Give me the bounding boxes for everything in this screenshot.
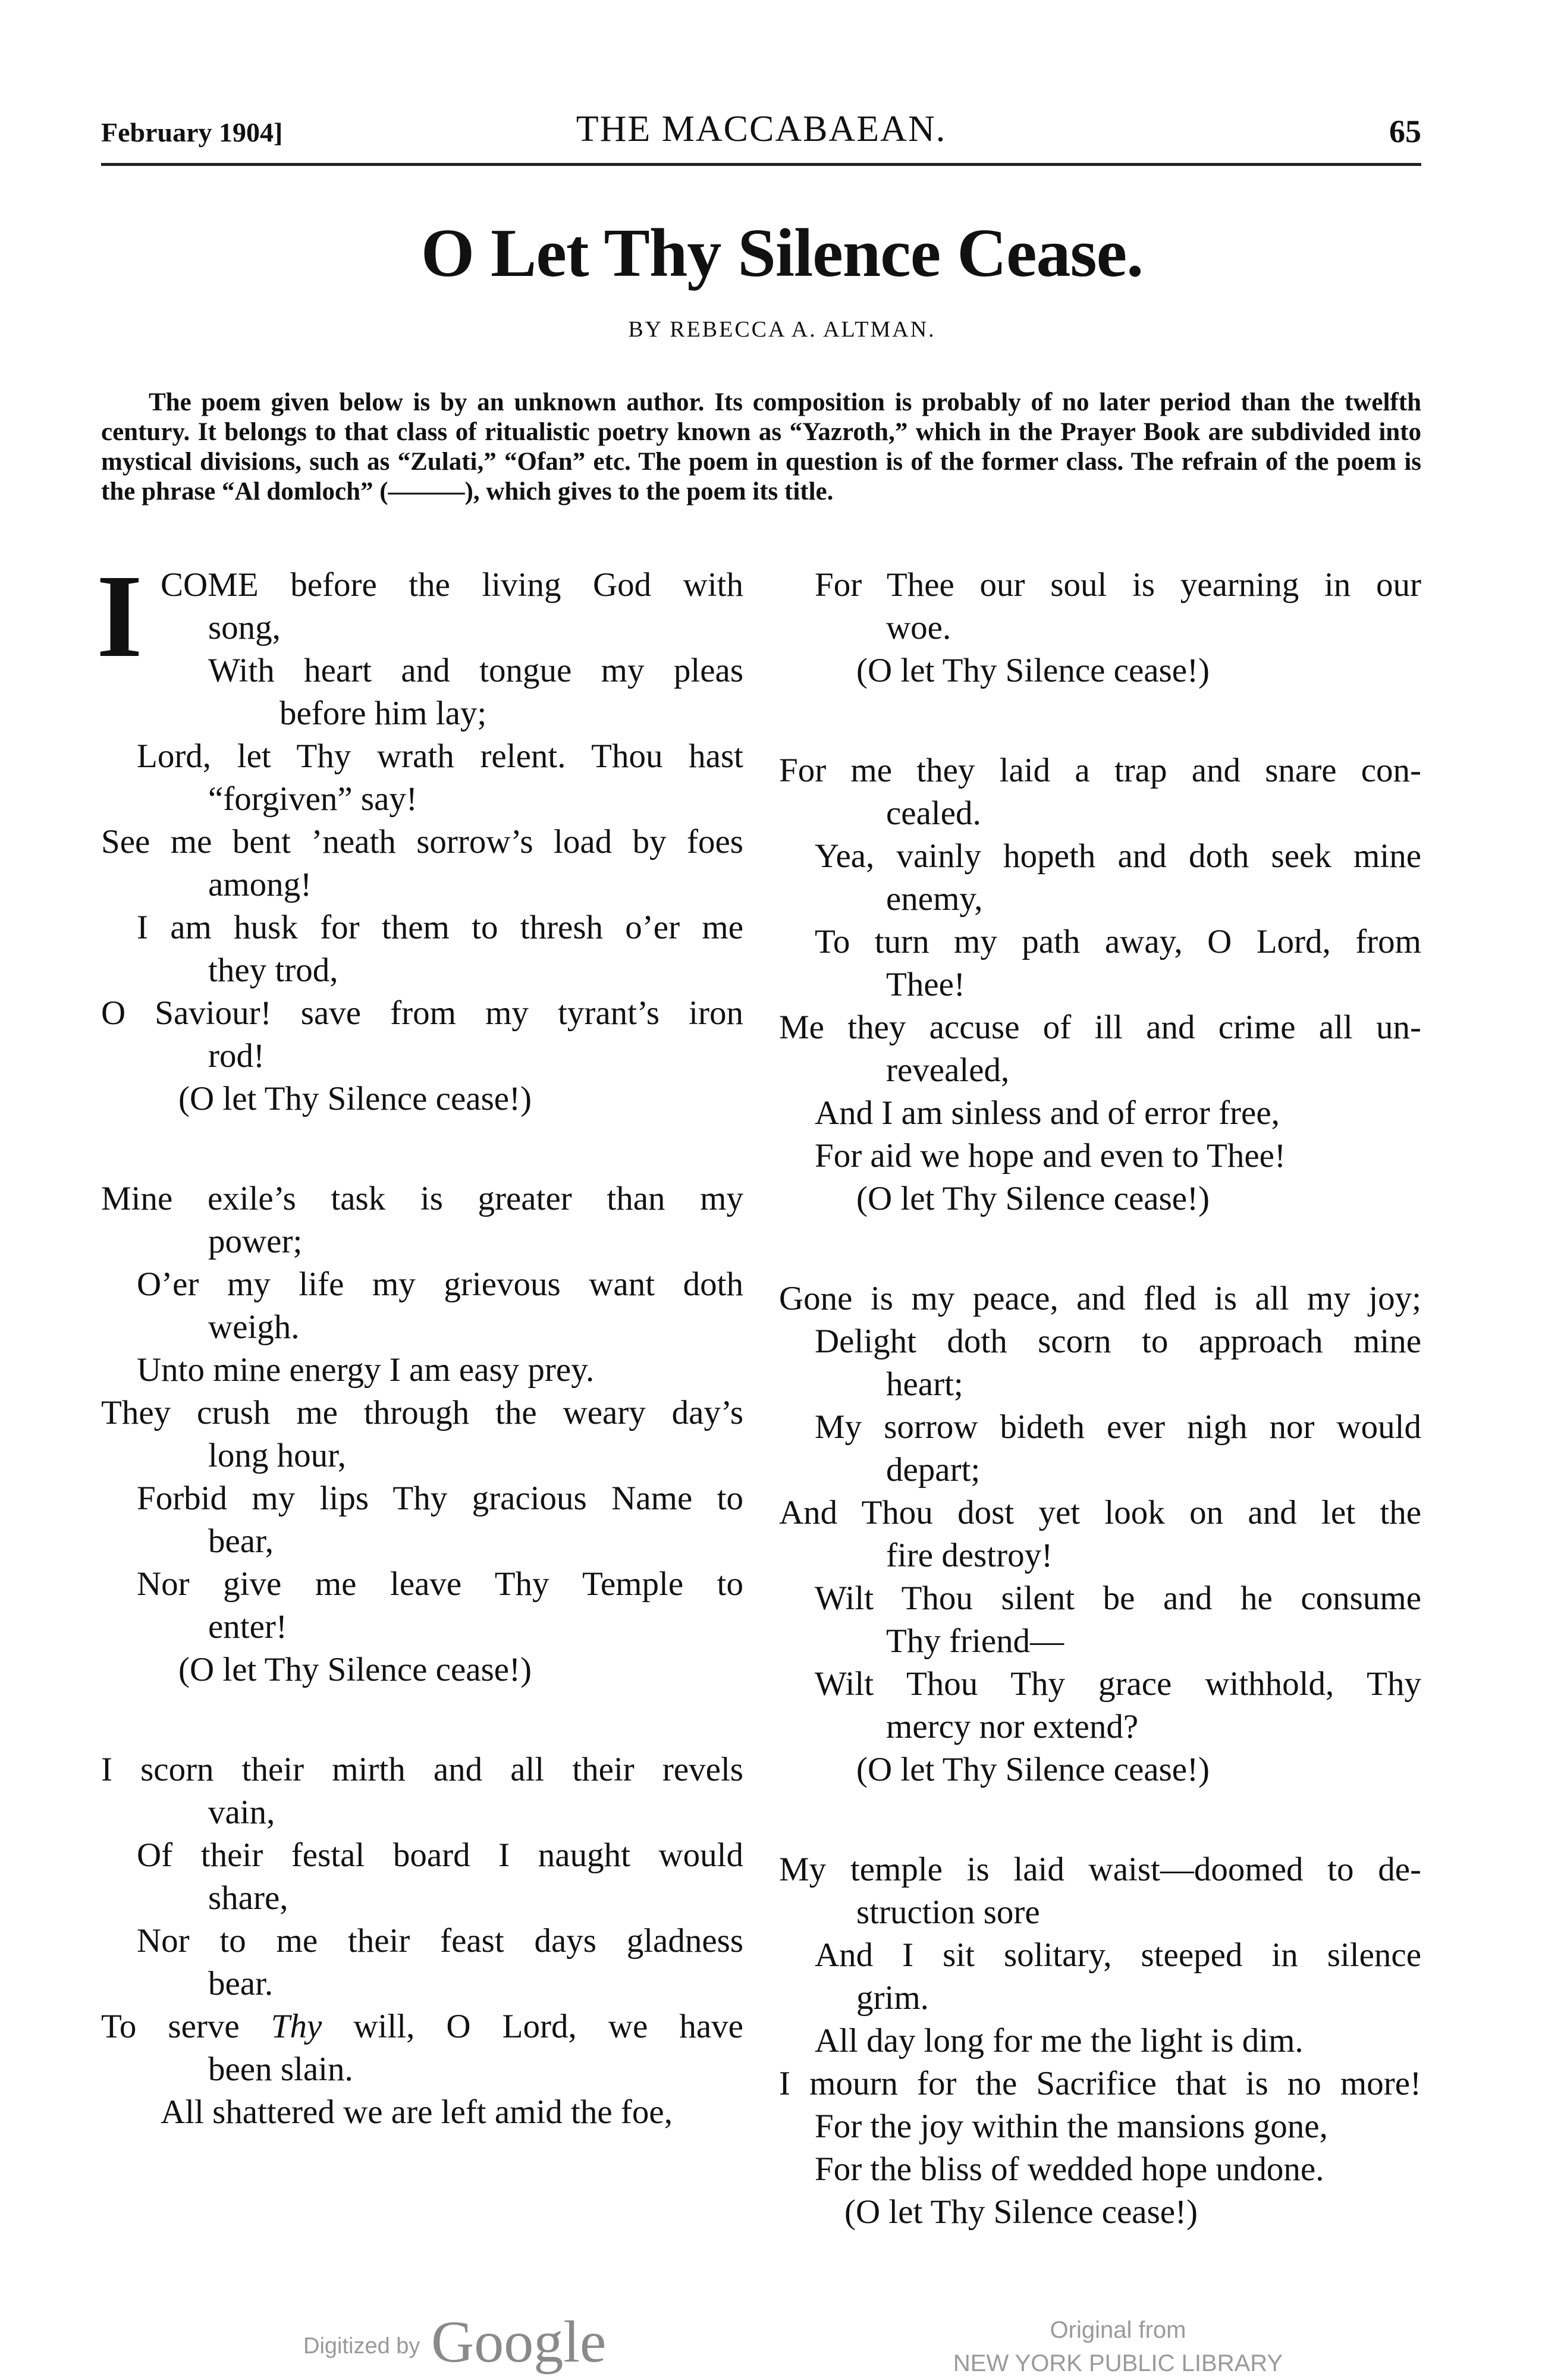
verse-line: bear.: [208, 1965, 274, 2002]
drop-cap: I: [96, 551, 143, 682]
verse-line: My temple is laid waist—doomed to de-: [779, 1851, 1421, 1888]
header-date: February 1904]: [101, 117, 283, 147]
verse-line: Nor to me their feast days gladness: [137, 1922, 743, 1960]
verse-line: To turn my path away, O Lord, from: [815, 923, 1421, 960]
refrain-line: (O let Thy Silence cease!): [178, 1080, 532, 1117]
verse-line: And Thou dost yet look on and let the: [779, 1494, 1421, 1531]
verse-line: See me bent ’neath sorrow’s load by foes: [101, 823, 743, 861]
refrain-line: (O let Thy Silence cease!): [856, 1180, 1210, 1217]
verse-segment: will, O Lord, we have: [322, 2008, 743, 2045]
verse-line: I scorn their mirth and all their revels: [101, 1751, 743, 1788]
refrain-line: (O let Thy Silence cease!): [856, 652, 1210, 689]
verse-line: Mine exile’s task is greater than my: [101, 1180, 743, 1217]
stanza: [779, 1848, 1421, 2234]
verse-line: Thy friend—: [886, 1622, 1064, 1660]
library-notice: [910, 2313, 1326, 2380]
google-logo-text: Google: [431, 2309, 607, 2375]
verse-line: Of their festal board I naught would: [137, 1836, 743, 1874]
verse-line: song,: [208, 609, 281, 646]
header-journal-title: THE MACCABAEAN.: [576, 109, 947, 149]
verse-line: bear,: [208, 1522, 274, 1560]
original-from-label: Original from: [1050, 2317, 1186, 2343]
verse-line: long hour,: [208, 1437, 347, 1474]
header-page-number: 65: [1389, 114, 1421, 149]
verse-line: For me they laid a trap and snare con-: [779, 752, 1421, 789]
verse-line: rod!: [208, 1037, 265, 1075]
verse-line: And I sit solitary, steeped in silence: [815, 1936, 1421, 1974]
intro-paragraph: The poem given below is by an unknown author. Its composition is probably of no later period than the twelfth century. It belongs to that class of ritualistic poetry known as “Yazroth,” which in the Prayer Book are subdivided into mystical divisions, such as “Zulati,” “Ofan” etc. The poem in question is of the former class. The refrain of the poem is the phrase “Al domloch” (———), which gives to the poem its title.: [101, 388, 1421, 505]
verse-line: [101, 2005, 743, 2048]
byline: BY REBECCA A. ALTMAN.: [628, 317, 936, 342]
refrain-line: (O let Thy Silence cease!): [856, 1751, 1210, 1788]
verse-line: Wilt Thou Thy grace withhold, Thy: [815, 1665, 1421, 1703]
verse-line: share,: [208, 1879, 288, 1917]
right-column: [779, 564, 1421, 2291]
verse-line: Me they accuse of ill and crime all un-: [779, 1009, 1421, 1046]
verse-line: And I am sinless and of error free,: [815, 1094, 1280, 1132]
verse-line: struction sore: [856, 1894, 1040, 1931]
verse-line: Lord, let Thy wrath relent. Thou hast: [137, 737, 743, 775]
verse-line: heart;: [886, 1365, 963, 1403]
refrain-line: (O let Thy Silence cease!): [178, 1651, 532, 1688]
emphasized-word: Thy: [271, 2008, 322, 2045]
verse-line: I mourn for the Sacrifice that is no more!: [779, 2065, 1421, 2102]
verse-line: For the bliss of wedded hope undone.: [815, 2150, 1324, 2188]
verse-line: vain,: [208, 1794, 275, 1831]
verse-line: among!: [208, 866, 312, 903]
verse-line: “forgiven” say!: [208, 780, 417, 818]
header-rule: [101, 163, 1421, 166]
verse-line: Forbid my lips Thy gracious Name to: [137, 1480, 743, 1517]
verse-line: Yea, vainly hopeth and doth seek mine: [815, 837, 1421, 875]
verse-line: O Saviour! save from my tyrant’s iron: [101, 994, 743, 1032]
verse-line: mercy nor extend?: [886, 1708, 1139, 1745]
verse-line: For the joy within the mansions gone,: [815, 2108, 1328, 2145]
poem-title: O Let Thy Silence Cease.: [420, 215, 1144, 291]
refrain-line: (O let Thy Silence cease!): [844, 2193, 1198, 2231]
stanza: [779, 749, 1421, 1220]
verse-line: COME before the living God with: [161, 566, 743, 604]
verse-line: cealed.: [886, 795, 981, 832]
verse-line: revealed,: [886, 1051, 1010, 1089]
verse-line: Wilt Thou silent be and he consume: [815, 1580, 1421, 1617]
stanza: [779, 1277, 1421, 1791]
verse-line: depart;: [886, 1451, 981, 1489]
stanza: [101, 1748, 743, 2134]
verse-line: My sorrow bideth ever nigh nor would: [815, 1408, 1421, 1446]
verse-line: power;: [208, 1223, 303, 1260]
verse-line: grim.: [856, 1979, 929, 2017]
left-column: [96, 551, 743, 2191]
verse-line: For Thee our soul is yearning in our: [815, 566, 1421, 604]
verse-line: Nor give me leave Thy Temple to: [137, 1565, 743, 1603]
verse-line: enter!: [208, 1608, 287, 1646]
digitized-label: Digitized by: [303, 2334, 420, 2359]
verse-line: woe.: [886, 609, 951, 646]
verse-line: fire destroy!: [886, 1537, 1053, 1574]
verse-segment: To serve: [101, 2008, 271, 2045]
running-header: [101, 108, 1421, 150]
verse-line: Thee!: [886, 966, 965, 1003]
verse-line: been slain.: [208, 2051, 353, 2088]
verse-line: O’er my life my grievous want doth: [137, 1266, 743, 1303]
verse-line: Unto mine energy I am easy prey.: [137, 1351, 595, 1389]
verse-line: weigh.: [208, 1308, 300, 1346]
stanza: [779, 564, 1421, 692]
digitized-by-notice: [303, 2307, 606, 2376]
verse-line: Delight doth scorn to approach mine: [815, 1323, 1421, 1360]
stanza: [101, 1178, 743, 1691]
library-name: NEW YORK PUBLIC LIBRARY: [953, 2350, 1283, 2376]
verse-line: before him lay;: [279, 695, 487, 732]
verse-line: I am husk for them to thresh o’er me: [137, 909, 743, 946]
verse-line: All shattered we are left amid the foe,: [161, 2093, 673, 2131]
verse-line: For aid we hope and even to Thee!: [815, 1137, 1286, 1175]
verse-line: Gone is my peace, and fled is all my joy;: [779, 1280, 1421, 1317]
verse-line: they trod,: [208, 952, 338, 989]
verse-line: They crush me through the weary day’s: [101, 1394, 743, 1431]
verse-line: All day long for me the light is dim.: [815, 2022, 1304, 2059]
verse-line: enemy,: [886, 880, 983, 918]
verse-line: With heart and tongue my pleas: [208, 652, 743, 689]
stanza: [96, 551, 743, 1120]
